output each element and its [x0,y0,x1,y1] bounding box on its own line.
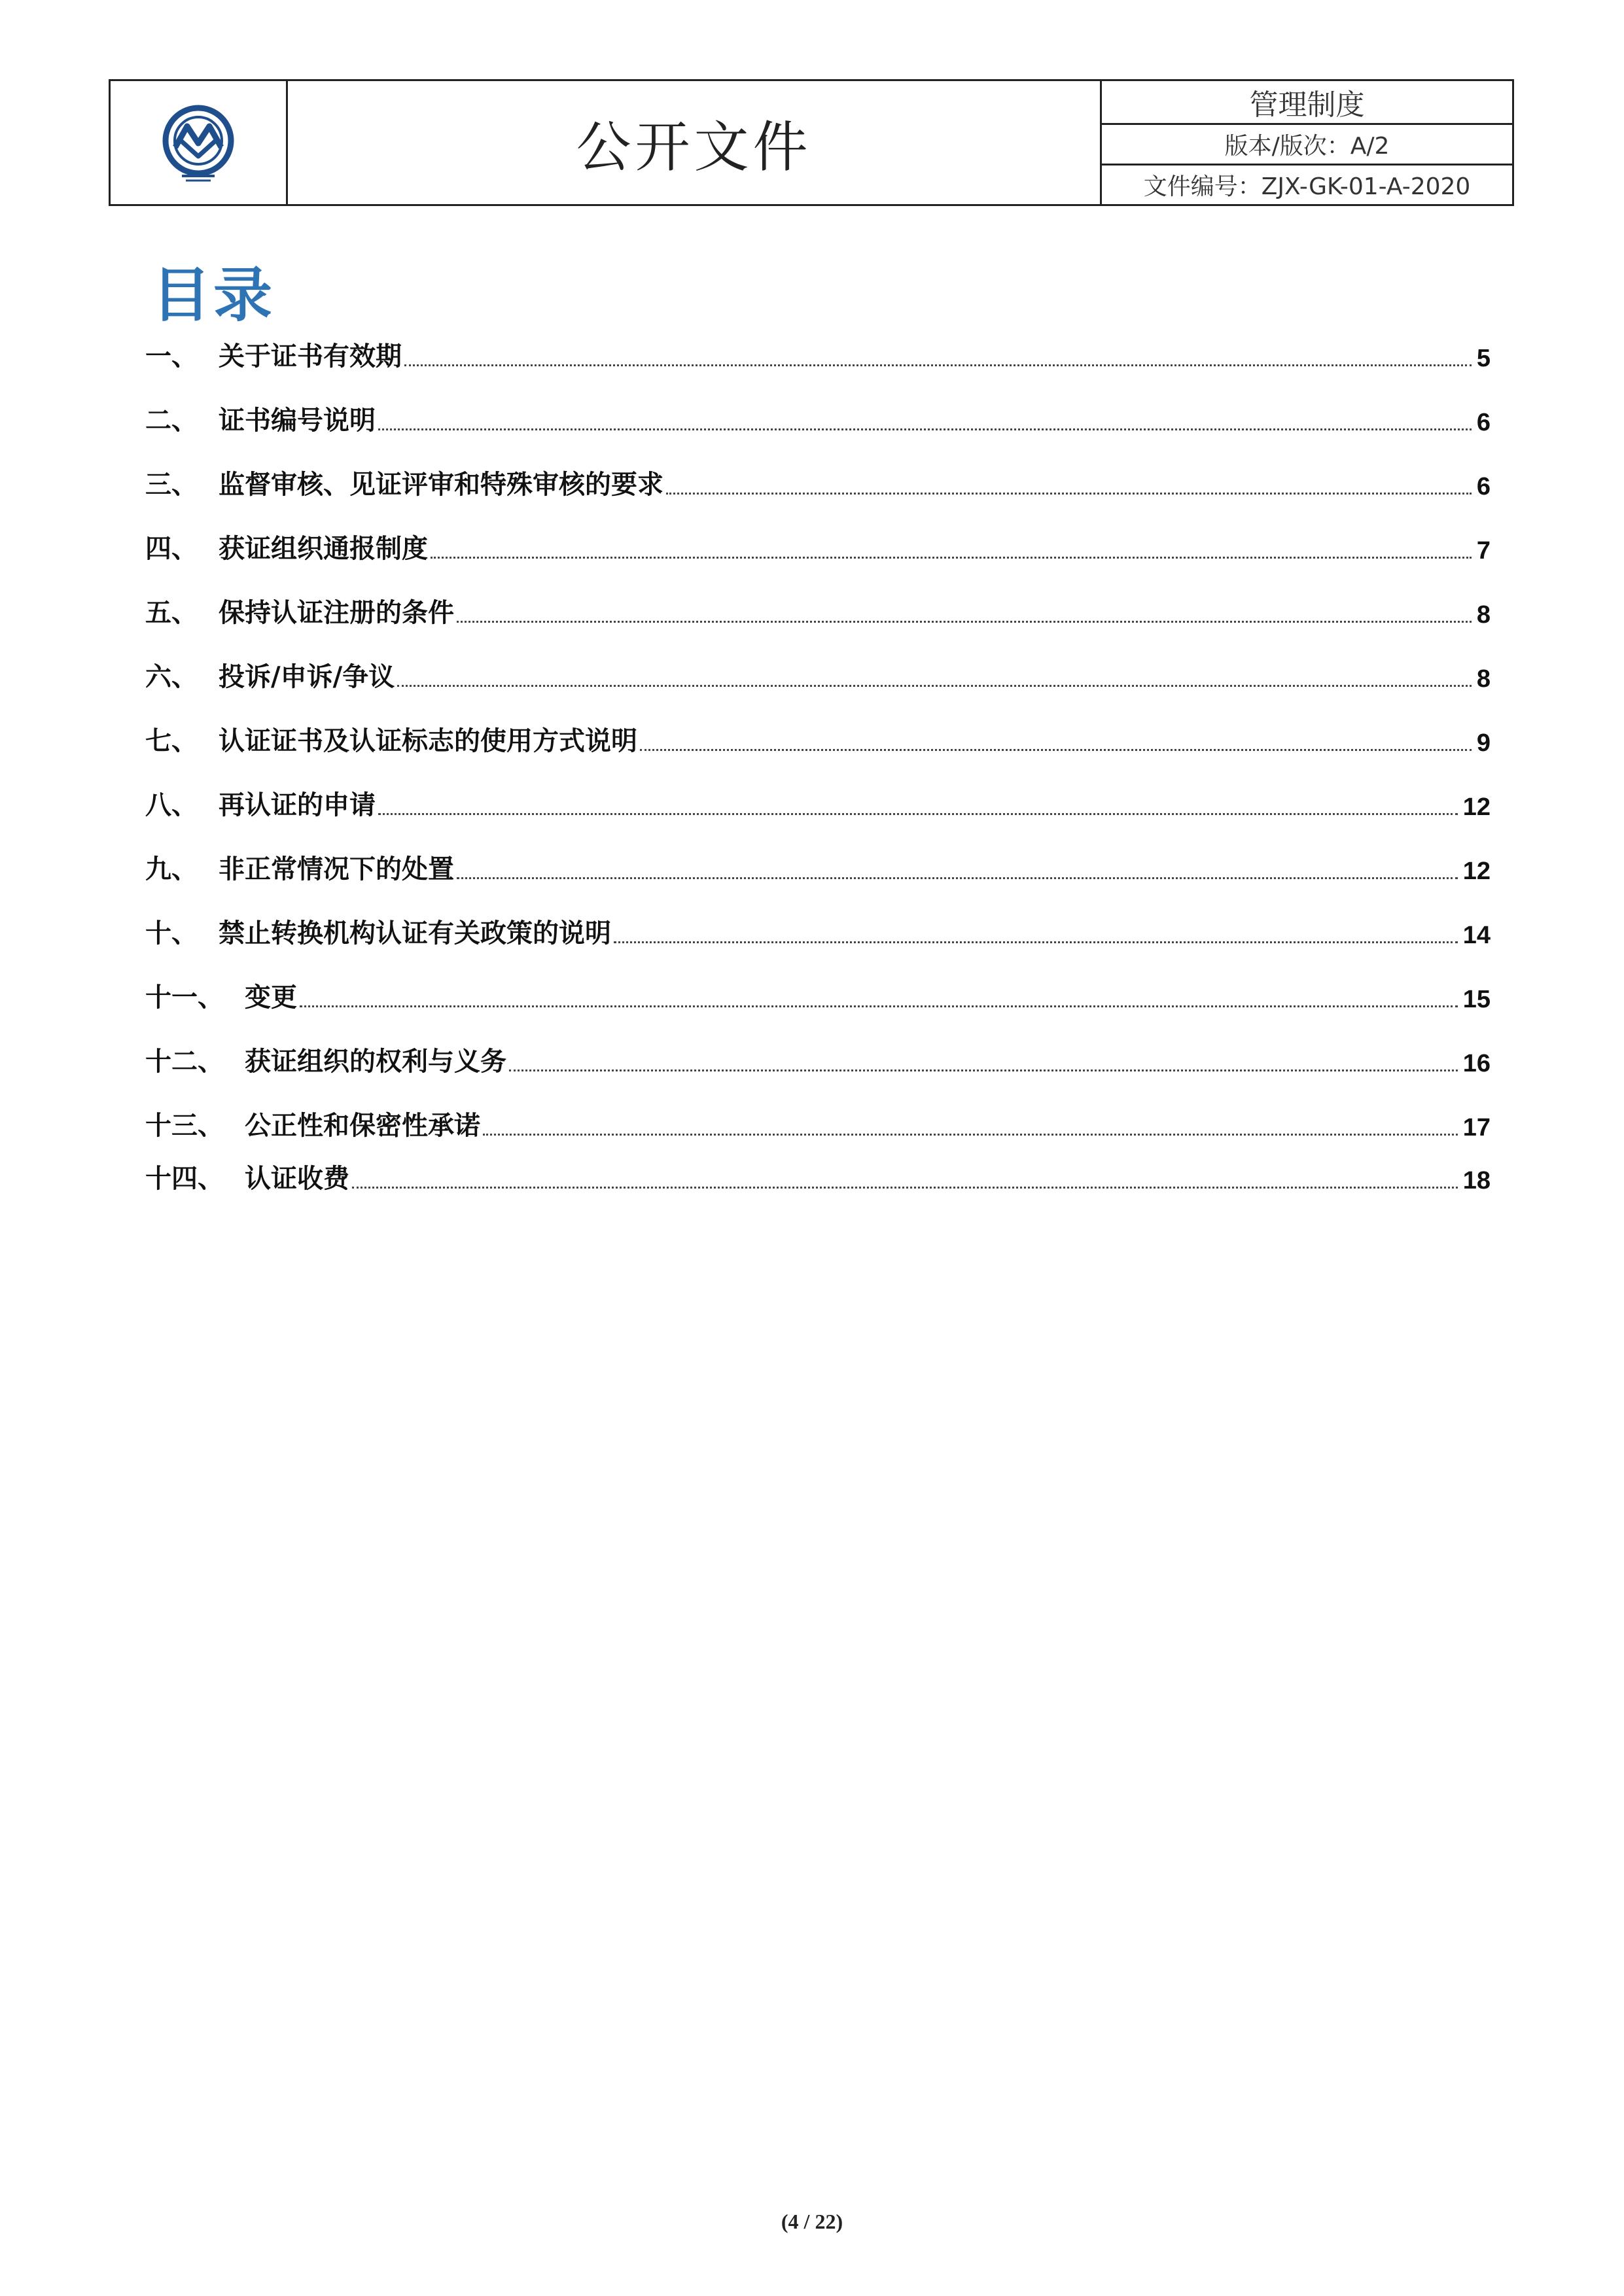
toc-entry-number: 十、 [145,918,198,948]
toc-entry-title: 非正常情况下的处置 [219,854,454,884]
toc-entry[interactable] [145,590,1491,629]
toc-heading: 目录 [152,261,275,330]
toc-entry-title: 投诉/申诉/争议 [219,661,395,692]
toc-entry-number: 九、 [145,854,198,884]
toc-dot-leader [509,1070,1458,1071]
toc-entry[interactable] [145,975,1491,1014]
toc-entry-number: 一、 [145,341,198,372]
document-number: 文件编号：ZJX-GK-01-A-2020 [1102,164,1512,204]
document-version: 版本/版次：A/2 [1102,123,1512,164]
toc-entry[interactable] [145,1103,1491,1142]
toc-entry[interactable] [145,718,1491,757]
toc-entry[interactable] [145,398,1491,437]
toc-entry-page: 12 [1462,793,1491,821]
toc-dot-leader [378,813,1458,815]
toc-entry-number: 五、 [145,597,198,628]
toc-entry-page: 8 [1476,601,1491,629]
toc-entry-page: 17 [1462,1114,1491,1141]
toc-entry-title: 公正性和保密性承诺 [245,1110,480,1141]
toc-dot-leader [483,1134,1458,1136]
toc-entry[interactable] [145,782,1491,822]
toc-entry-title: 认证证书及认证标志的使用方式说明 [219,725,637,756]
toc-entry-title: 变更 [245,982,297,1013]
toc-entry-number: 二、 [145,405,198,436]
toc-dot-leader [614,941,1458,943]
toc-entry-page: 18 [1462,1167,1491,1194]
toc-entry-title: 获证组织的权利与义务 [245,1046,506,1077]
toc-dot-leader [457,877,1458,879]
toc-entry-title: 保持认证注册的条件 [219,597,454,628]
toc-entry-title: 证书编号说明 [219,405,376,436]
toc-entry-page: 9 [1476,729,1491,757]
toc-entry-number: 三、 [145,469,198,500]
toc-entry-page: 14 [1462,922,1491,949]
toc-entry-title: 获证组织通报制度 [219,533,428,564]
toc-entry[interactable] [145,462,1491,501]
toc-entry-number: 十三、 [145,1110,224,1141]
document-meta [1102,81,1512,204]
toc-entry-number: 四、 [145,533,198,564]
toc-entry[interactable] [145,654,1491,693]
toc-entry-page: 15 [1462,986,1491,1013]
toc-dot-leader [352,1187,1458,1189]
toc-entry[interactable] [145,1039,1491,1078]
toc-entry-number: 十一、 [145,982,224,1013]
toc-entry[interactable] [145,334,1491,373]
toc-entry-number: 七、 [145,725,198,756]
document-header [109,79,1514,206]
toc-entry-page: 6 [1476,409,1491,436]
toc-entry-number: 十四、 [145,1163,224,1194]
toc-entry-page: 8 [1476,665,1491,693]
toc-dot-leader [300,1005,1458,1007]
toc-entry[interactable] [145,911,1491,950]
toc-entry-title: 认证收费 [245,1163,349,1194]
toc-entry-page: 16 [1462,1050,1491,1077]
toc-entry-number: 六、 [145,661,198,692]
toc-dot-leader [431,557,1472,559]
toc-entry-page: 5 [1476,345,1491,372]
page-number: (4 / 22) [781,2210,843,2233]
toc-dot-leader [640,749,1472,751]
document-category: 管理制度 [1249,88,1365,122]
toc-dot-leader [457,621,1472,623]
organization-logo-icon [156,100,241,185]
toc-dot-leader [666,493,1472,495]
toc-entry-page: 7 [1476,537,1491,565]
toc-entry-number: 八、 [145,790,198,820]
toc-entry-title: 再认证的申请 [219,790,376,820]
toc-dot-leader [397,685,1472,687]
toc-entry-title: 禁止转换机构认证有关政策的说明 [219,918,611,948]
toc-entry[interactable] [145,1156,1491,1195]
toc-entry[interactable] [145,846,1491,886]
toc-entry-page: 6 [1476,473,1491,500]
toc-entry-title: 关于证书有效期 [219,341,402,372]
toc-entry-title: 监督审核、见证评审和特殊审核的要求 [219,469,663,500]
toc-entry-page: 12 [1462,858,1491,885]
document-title: 公开文件 [288,81,1102,204]
logo-cell [111,81,288,204]
toc-entry[interactable] [145,526,1491,565]
toc-dot-leader [404,364,1472,366]
toc-entry-number: 十二、 [145,1046,224,1077]
toc-dot-leader [378,428,1472,430]
